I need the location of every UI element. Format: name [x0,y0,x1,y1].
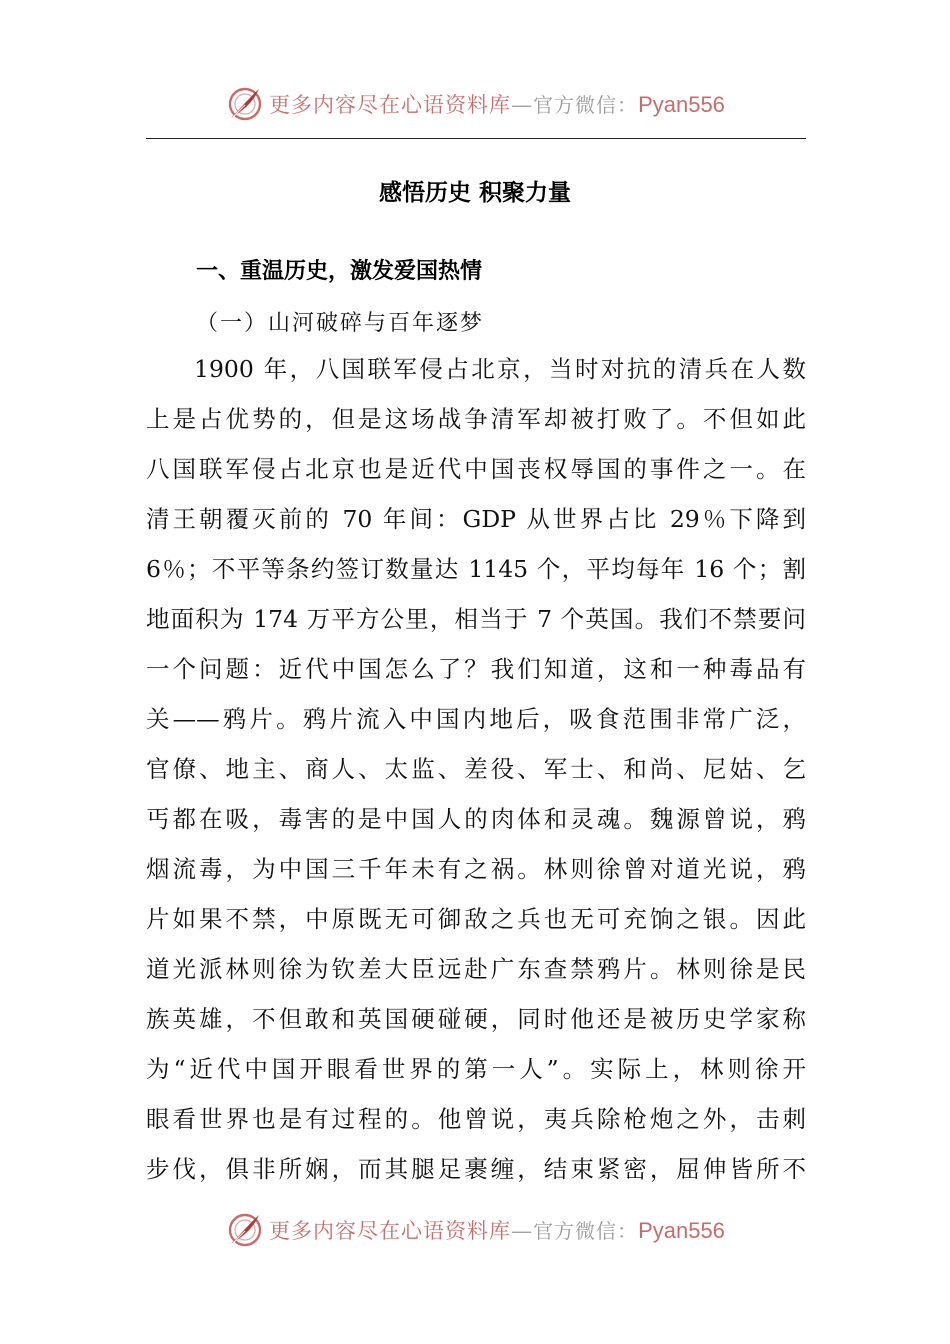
body-line: 一个问题：近代中国怎么了？我们知道，这和一种毒品有 [146,655,806,683]
body-line: 道光派林则徐为钦差大臣远赴广东查禁鸦片。林则徐是民 [146,955,806,983]
banner-main-text: 更多内容尽在心语资料库 [269,1219,512,1243]
banner-main-text: 更多内容尽在心语资料库 [269,93,512,117]
quill-logo-icon [225,1210,265,1250]
banner-text [269,89,725,119]
banner-text [269,1215,725,1245]
subsection-heading: （一）山河破碎与百年逐梦 [196,311,485,336]
body-line: 地面积为 174 万平方公里，相当于 7 个英国。我们不禁要问 [146,605,806,633]
quill-logo-icon [225,84,265,124]
body-line: 1900 年，八国联军侵占北京，当时对抗的清兵在人数 [194,355,806,383]
banner-wechat-id: Pyan556 [638,92,725,117]
banner-dash: — [511,1219,534,1243]
body-line: 关——鸦片。鸦片流入中国内地后，吸食范围非常广泛， [146,705,806,733]
body-line: 眼看世界也是有过程的。他曾说，夷兵除枪炮之外，击刺 [146,1105,806,1133]
footer-banner [0,1208,950,1252]
banner-wechat-label: 官方微信： [533,93,639,117]
header-banner [0,82,950,126]
body-line: 烟流毒，为中国三千年未有之祸。林则徐曾对道光说，鸦 [146,855,806,883]
body-line: 族英雄，不但敢和英国硬碰硬，同时他还是被历史学家称 [146,1005,806,1033]
body-line: 官僚、地主、商人、太监、差役、军士、和尚、尼姑、乞 [146,755,806,783]
body-line: 步伐，俱非所娴，而其腿足裹缠，结束紧密，屈伸皆所不 [146,1155,806,1183]
body-line: 八国联军侵占北京也是近代中国丧权辱国的事件之一。在 [146,455,806,483]
banner-wechat-id: Pyan556 [638,1218,725,1243]
body-line: 片如果不禁，中原既无可御敌之兵也无可充饷之银。因此 [146,905,806,933]
banner-dash: — [511,93,534,117]
body-line: 清王朝覆灭前的 70 年间：GDP 从世界占比 29％下降到 [146,505,806,533]
document-title: 感悟历史 积聚力量 [378,180,571,206]
body-line: 为“近代中国开眼看世界的第一人”。实际上，林则徐开 [146,1055,806,1083]
body-line: 上是占优势的，但是这场战争清军却被打败了。不但如此 [146,405,806,433]
banner-wechat-label: 官方微信： [533,1219,639,1243]
body-text [146,344,806,1194]
body-line: 6％；不平等条约签订数量达 1145 个，平均每年 16 个；割 [146,555,806,583]
header-divider [146,138,806,139]
section-heading: 一、重温历史，激发爱国热情 [196,259,483,284]
body-line: 丐都在吸，毒害的是中国人的肉体和灵魂。魏源曾说，鸦 [146,805,806,833]
